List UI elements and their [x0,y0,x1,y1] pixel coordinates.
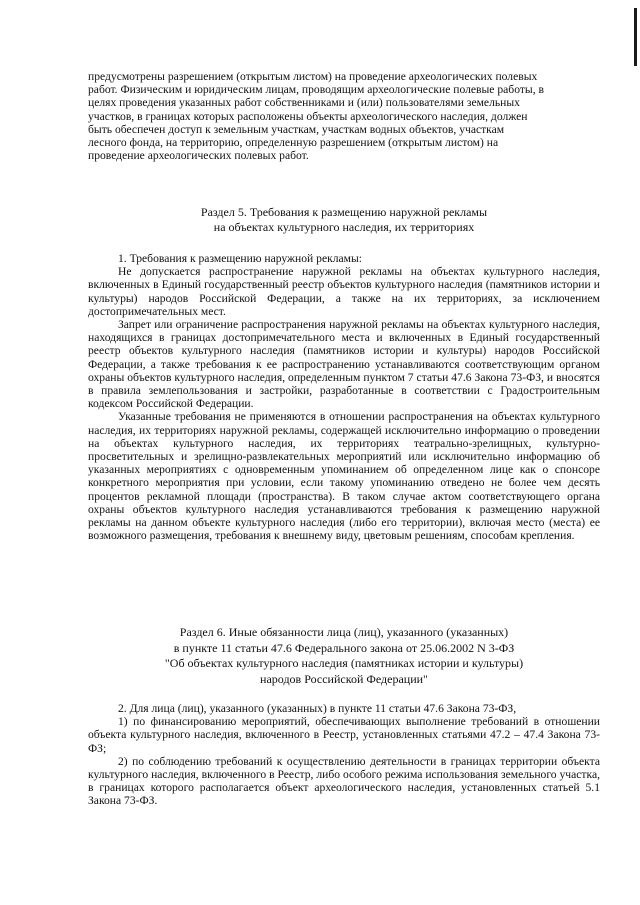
section5-body [88,252,600,542]
section5-paragraph-3: Указанные требования не применяются в отношении распространения на объектах культурного наследия, их территориях наружной рекламы, содержащей исключительно информацию о проведении на объектах культурного наследия, их территориях театрально-зрелищных, культурно-просветительных и зрелищно-развлекательных мероприятий или исключительно информацию об указанных мероприятиях с одновременным упоминанием об определенном лице как о спонсоре конкретного мероприятия при условии, если такому упоминанию отведено не более чем десять процентов рекламной площади (пространства). В таком случае актом соответствующего органа охраны объектов культурного наследия устанавливаются требования к размещению наружной рекламы на данном объекте культурного наследия (либо его территории), включая место (места) ее возможного размещения, требования к внешнему виду, цветовым решениям, способам крепления. [88,410,600,543]
item1-title: 1. Требования к размещению наружной рекламы: [118,252,363,265]
section5-heading: Раздел 5. Требования к размещению наружной рекламы на объектах культурного наследия, их территориях [200,205,488,234]
section6-heading: Раздел 6. Иные обязанности лица (лиц), указанного (указанных) в пункте 11 статьи 47.6 Федерального закона от 25.06.2002 N 3-ФЗ "Об объектах культурного наследия (памятниках истории и культуры) народов Российской Федерации" [164,625,524,686]
section5-paragraph-1: Не допускается распространение наружной рекламы на объектах культурного наследия, включенных в Единый государственный реестр объектов культурного наследия (памятников истории и культуры) народов Российской Федерации, а также на их территориях, за исключением достопримечательных мест. [88,265,600,318]
intro-line: целях проведения указанных работ собственниками и (или) пользователями земельных [88,96,520,110]
intro-paragraph [88,70,600,162]
section6-subitem-1: 1) по финансированию мероприятий, обеспечивающих выполнение требований в отношении объекта культурного наследия, включенного в Реестр, установленных статьями 47.2 – 47.4 Закона 73-ФЗ; [88,715,600,755]
section5-paragraph-2: Запрет или ограничение распространения наружной рекламы на объектах культурного наследия, находящихся в границах достопримечательного места и включенных в Единый государственный реестр объектов культурного наследия (памятников истории и культуры) народов Российской Федерации, а также требования к ее распространению устанавливаются соответствующим органом охраны объектов культурного наследия, определенным пунктом 7 статьи 47.6 Закона 73-ФЗ, и вносятся в правила землепользования и застройки, разработанные в соответствии с Градостроительным кодексом Российской Федерации. [88,318,600,411]
item2-title: 2. Для лица (лиц), указанного (указанных) в пункте 11 статьи 47.6 Закона 73-ФЗ, [118,702,517,715]
section6-body [88,702,600,808]
scan-edge-mark [634,8,637,66]
section6-subitem-2: 2) по соблюдению требований к осуществлению деятельности в границах территории объекта культурного наследия, включенного в Реестр, либо особого режима использования земельного участка, в границах которого располагается объект археологического наследия, установленных статьей 5.1 Закона 73-ФЗ. [88,754,600,808]
intro-line: участков, в границах которых расположены объекты археологического наследия, должен [88,109,528,123]
intro-line: предусмотрены разрешением (открытым листом) на проведение археологических полевых [88,70,538,83]
intro-line: проведение археологических полевых работ. [88,149,309,163]
intro-line: работ. Физическим и юридическим лицам, проводящим археологические полевые работы, в [88,83,544,97]
intro-line: быть обеспечен доступ к земельным участкам, участкам водных объектов, участкам [88,122,505,136]
intro-line: лесного фонда, на территорию, определенную разрешением (открытым листом) на [88,136,499,150]
